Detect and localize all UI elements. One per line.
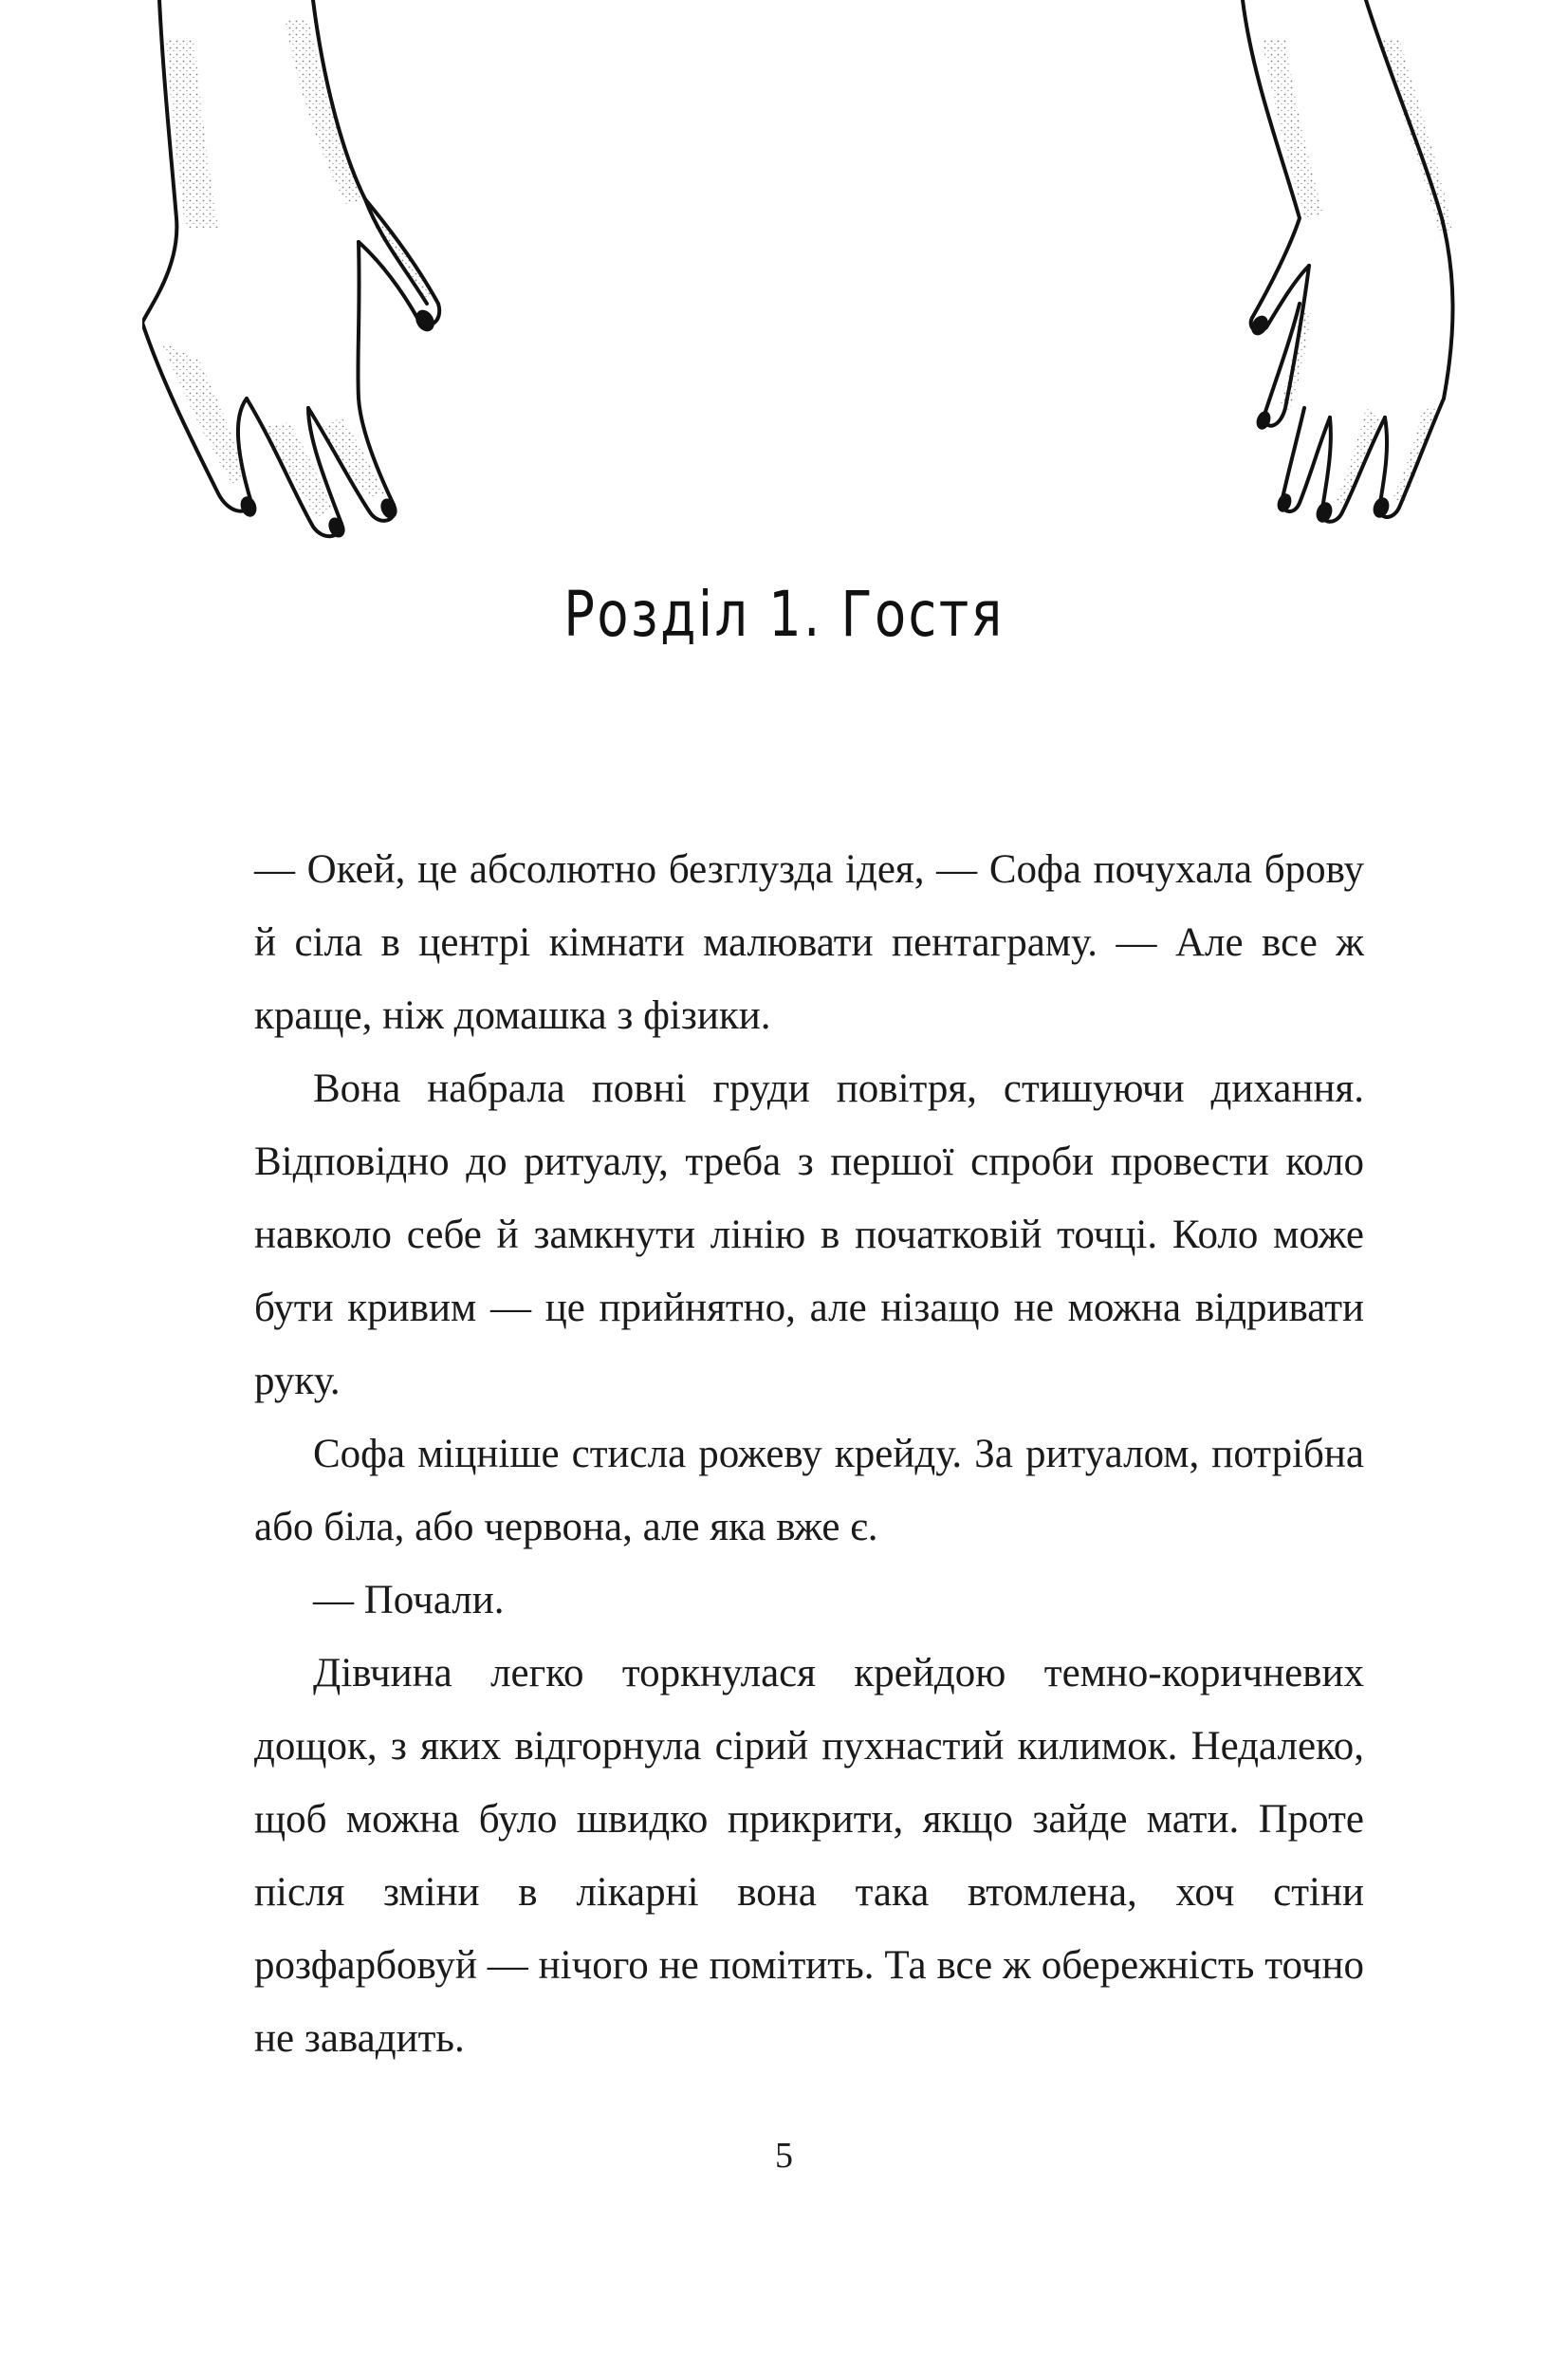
- stipple-shading: [1262, 38, 1451, 508]
- stipple-shading: [161, 19, 432, 517]
- page-number: 5: [775, 2136, 793, 2176]
- right-hand-illustration: [1224, 0, 1461, 569]
- chapter-title: Розділ 1. Гостя: [563, 578, 1005, 652]
- left-hand-illustration: [142, 0, 503, 569]
- paragraph: Софа міцніше стисла рожеву крейду. За ритуалом, потрібна або біла, або червона, але яка вже є.: [254, 1432, 1364, 1549]
- paragraph: — Окей, це абсолютно безглузда ідея, — Софа почухала брову й сіла в центрі кімнати малювати пентаграму. — Але все ж краще, ніж домашка з фізики.: [254, 847, 1364, 1038]
- paragraph: Вона набрала повні груди повітря, стишуючи дихання. Відповідно до ритуалу, треба з першої спроби провести коло навколо себе й замкнути лінію в початковій точці. Коло може бути кривим — це прийнятно, але нізащо не можна відривати руку.: [254, 1066, 1364, 1403]
- paragraph: Дівчина легко торкнулася крейдою темно-коричневих дощок, з яких відгорнула сірий пухнастий килимок. Недалеко, щоб можна було швидко прикрити, якщо зайде мати. Проте після зміни в лікарні вона така втомлена, хоч стіни розфарбовуй — нічого не помітить. Та все ж обережність точно не завадить.: [254, 1651, 1364, 2061]
- body-text: [254, 833, 1364, 2075]
- paragraph: — Почали.: [313, 1578, 505, 1622]
